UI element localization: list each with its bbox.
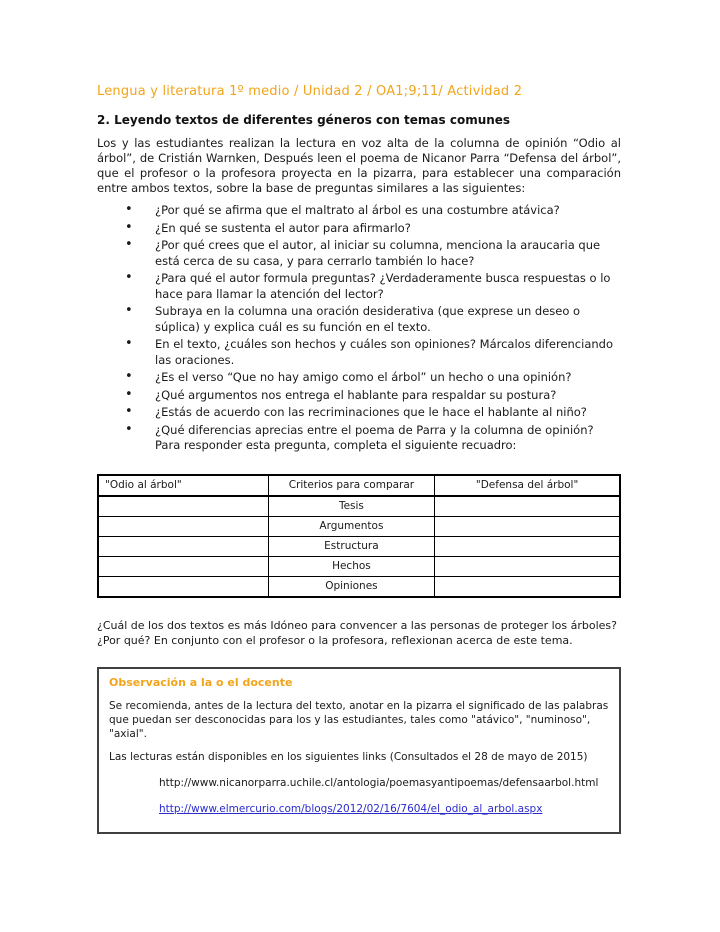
question-item: • ¿Es el verso “Que no hay amigo como el árbol” un hecho o una opinión? (97, 370, 621, 386)
question-item: • ¿Qué argumentos nos entrega el hablante para respaldar su postura? (97, 388, 621, 404)
table-cell-empty (98, 496, 268, 517)
teacher-note-paragraph-1: Se recomienda, antes de la lectura del texto, anotar en la pizarra el significado de las palabras que puedan ser desconocidas para los y las estudiantes, tales como "atávico", "numinoso", "axial". (109, 699, 609, 740)
table-row (98, 576, 620, 597)
table-row (98, 536, 620, 556)
table-cell-empty (435, 496, 620, 517)
table-cell-empty (98, 516, 268, 536)
teacher-note-title: Observación a la o el docente (109, 675, 293, 689)
table-header-criterios: Criterios para comparar (268, 475, 435, 496)
table-header-defensa-del-arbol: "Defensa del árbol" (435, 475, 620, 496)
question-item: • ¿Para qué el autor formula preguntas? ¿Verdaderamente busca respuestas o lo hace para llamar la atención del lector? (97, 271, 621, 302)
question-item: • Subraya en la columna una oración desiderativa (que exprese un deseo o súplica) y explica cuál es su función en el texto. (97, 304, 621, 335)
comparison-table (97, 474, 621, 598)
teacher-note-paragraph-2: Las lecturas están disponibles en los siguientes links (Consultados el 28 de mayo de 2015) (109, 750, 588, 763)
table-cell-empty (435, 536, 620, 556)
question-item: • ¿Estás de acuerdo con las recriminaciones que le hace el hablante al niño? (97, 405, 621, 421)
table-cell-empty (98, 576, 268, 597)
activity-heading: 2. Leyendo textos de diferentes géneros con temas comunes (97, 113, 511, 127)
table-row (98, 556, 620, 576)
table-header-odio-al-arbol: "Odio al árbol" (98, 475, 268, 496)
table-row (98, 516, 620, 536)
question-item: • ¿En qué se sustenta el autor para afirmarlo? (97, 221, 621, 237)
question-item: • ¿Qué diferencias aprecias entre el poema de Parra y la columna de opinión? Para responder esta pregunta, completa el siguiente recuadro: (97, 423, 621, 454)
table-cell-empty (435, 576, 620, 597)
intro-paragraph: Los y las estudiantes realizan la lectura en voz alta de la columna de opinión “Odio al árbol”, de Cristián Warnken, Después leen el poema de Nicanor Parra “Defensa del árbol”, que el profesor o la profesora proyecta en la pizarra, para establecer una comparación entre ambos textos, sobre la base de preguntas similares a las siguientes: (97, 136, 621, 195)
table-cell-criterion: Argumentos (268, 516, 435, 536)
link-odio-al-arbol[interactable]: http://www.elmercurio.com/blogs/2012/02/16/7604/el_odio_al_arbol.aspx (159, 802, 543, 815)
table-cell-criterion: Opiniones (268, 576, 435, 597)
table-header-row (98, 475, 620, 496)
table-cell-empty (98, 556, 268, 576)
table-cell-empty (98, 536, 268, 556)
teacher-note-box (97, 667, 621, 834)
question-item: • En el texto, ¿cuáles son hechos y cuáles son opiniones? Márcalos diferenciando las oraciones. (97, 337, 621, 368)
table-cell-criterion: Hechos (268, 556, 435, 576)
closing-paragraph: ¿Cuál de los dos textos es más Idóneo para convencer a las personas de proteger los árboles? ¿Por qué? En conjunto con el profesor o la profesora, reflexionan acerca de este tema. (97, 618, 617, 647)
question-item: • ¿Por qué crees que el autor, al iniciar su columna, menciona la araucaria que está cerca de su casa, y para cerrarlo también lo hace? (97, 238, 621, 269)
table-cell-criterion: Estructura (268, 536, 435, 556)
question-item: • ¿Por qué se afirma que el maltrato al árbol es una costumbre atávica? (97, 203, 621, 219)
document-page (97, 84, 621, 834)
link-defensa-arbol: http://www.nicanorparra.uchile.cl/antologia/poemasyantipoemas/defensaarbol.html (159, 776, 599, 789)
table-cell-criterion: Tesis (268, 496, 435, 517)
table-cell-empty (435, 516, 620, 536)
breadcrumb: Lengua y literatura 1º medio / Unidad 2 / OA1;9;11/ Actividad 2 (97, 84, 523, 99)
table-cell-empty (435, 556, 620, 576)
table-row (98, 496, 620, 517)
question-list (97, 203, 621, 454)
